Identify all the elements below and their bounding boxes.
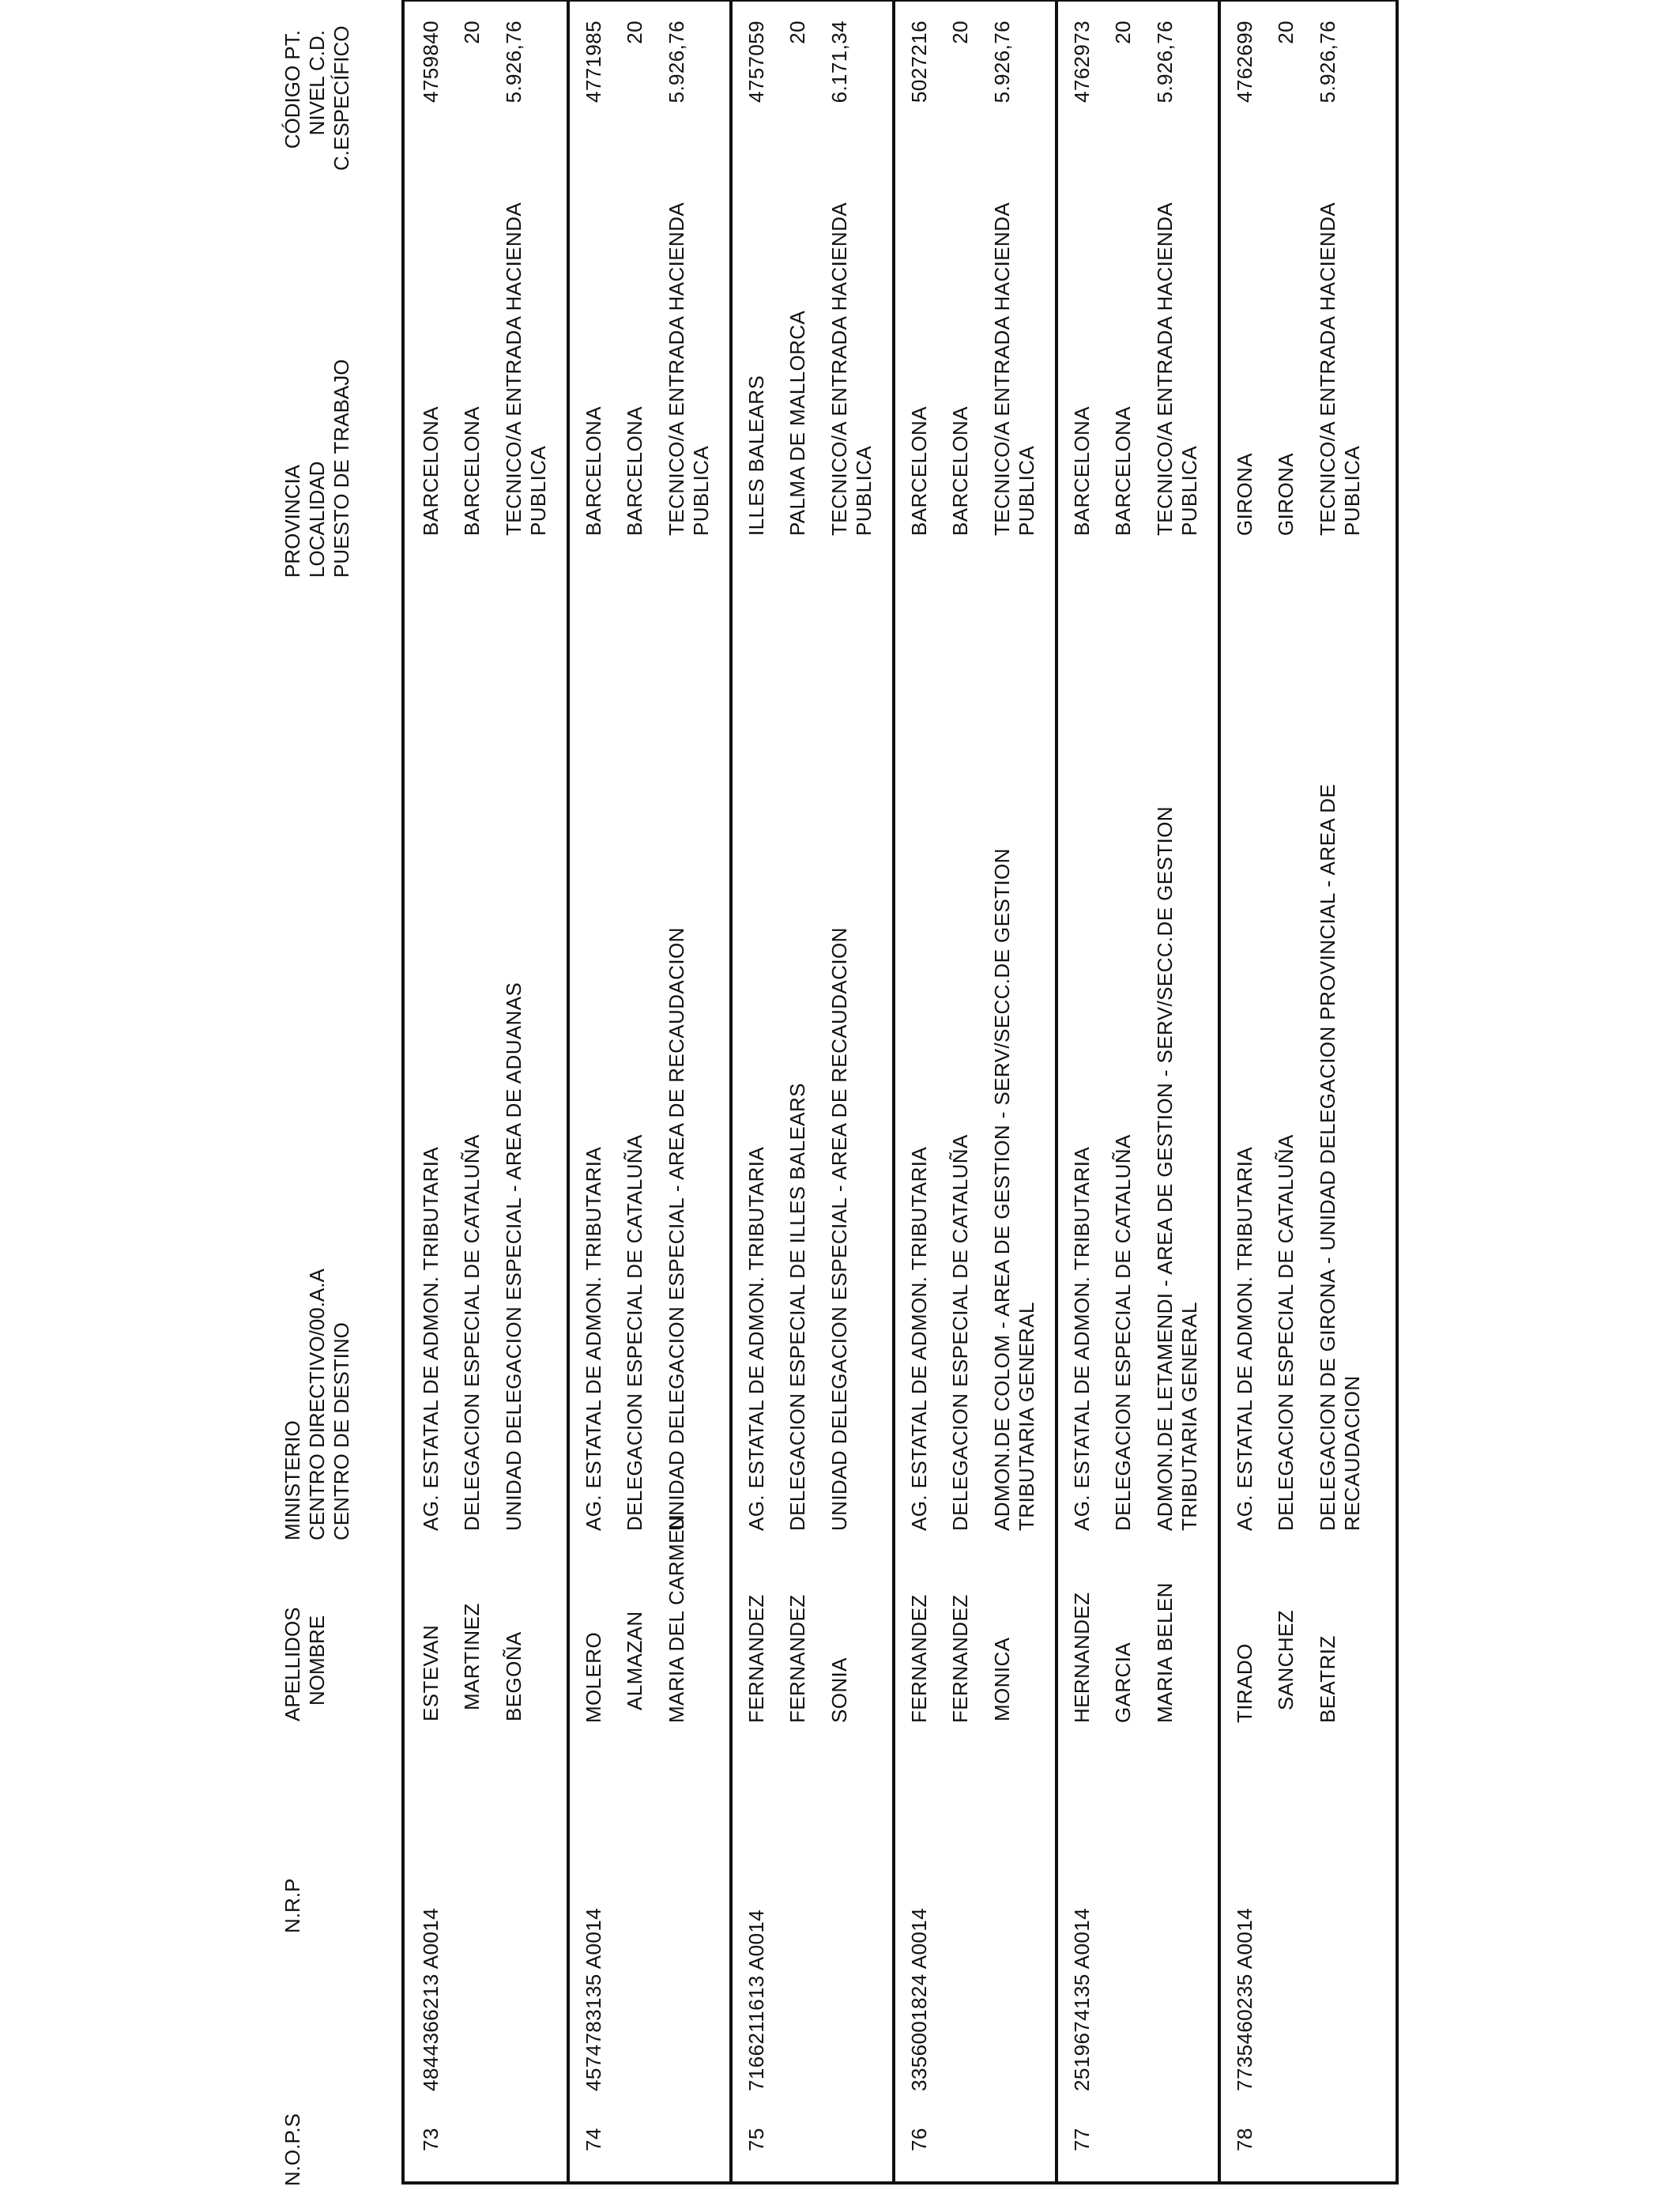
header-especifico-label: C.ESPECÍFICO (330, 25, 353, 171)
record-puesto-cont: PUBLICA (852, 445, 876, 536)
record-apellido1: MOLERO (582, 1631, 605, 1723)
record-nivel: 20 (1274, 21, 1298, 44)
record-nops: 78 (1233, 2128, 1256, 2151)
header-ministerio-label: MINISTERIO (281, 1420, 304, 1540)
record-puesto: TECNICO/A ENTRADA HACIENDA (1316, 202, 1339, 536)
record-nivel: 20 (623, 21, 646, 44)
record-puesto-cont: PUBLICA (1177, 445, 1201, 536)
record-puesto-cont: PUBLICA (1340, 445, 1364, 536)
header-codigo-label: CÓDIGO PT. (281, 30, 304, 149)
record-localidad: PALMA DE MALLORCA (785, 310, 809, 536)
header-puesto-label: PUESTO DE TRABAJO (330, 359, 353, 578)
record-especifico: 5.926,76 (990, 21, 1014, 104)
record-centro-directivo: DELEGACION ESPECIAL DE ILLES BALEARS (785, 1083, 809, 1531)
record-nrp: 4844366213 A0014 (419, 1908, 443, 2091)
header-apellidos-label: APELLIDOS (281, 1607, 304, 1721)
record-apellido2: GARCIA (1111, 1642, 1135, 1723)
record-puesto: TECNICO/A ENTRADA HACIENDA (827, 202, 851, 536)
header-nivel-label: NIVEL C.D. (305, 30, 329, 136)
header-centro-destino-label: CENTRO DE DESTINO (330, 1322, 353, 1540)
record-centro-destino: ADMON.DE LETAMENDI - AREA DE GESTION - SERV/SECC.DE GESTION (1153, 806, 1177, 1531)
record-provincia: ILLES BALEARS (744, 375, 768, 536)
record-ministerio: AG. ESTATAL DE ADMON. TRIBUTARIA (419, 1146, 443, 1531)
record-especifico: 5.926,76 (665, 21, 688, 104)
record-localidad: BARCELONA (460, 406, 484, 536)
header-nops (281, 2113, 305, 2186)
header-nrp-label: N.R.P (281, 1878, 304, 1933)
record-nombre: MARIA BELEN (1153, 1582, 1177, 1723)
header-centro-directivo-label: CENTRO DIRECTIVO/00.A.A (305, 1269, 329, 1540)
record-centro-destino: UNIDAD DELEGACION ESPECIAL - AREA DE RECAUDACION (665, 927, 688, 1531)
record-puesto: TECNICO/A ENTRADA HACIENDA (502, 202, 525, 536)
record-nivel: 20 (460, 21, 484, 44)
record-puesto: TECNICO/A ENTRADA HACIENDA (665, 202, 688, 536)
header-apellidos-nombre (281, 1607, 330, 1721)
record-apellido1: FERNANDEZ (907, 1594, 931, 1723)
record-apellido1: HERNANDEZ (1070, 1592, 1094, 1723)
record-nrp: 7166211613 A0014 (744, 1909, 768, 2091)
record-nivel: 20 (785, 21, 809, 44)
header-ministerio (281, 1269, 354, 1540)
record-nivel: 20 (1111, 21, 1135, 44)
record-ministerio: AG. ESTATAL DE ADMON. TRIBUTARIA (1233, 1146, 1256, 1531)
record-ministerio: AG. ESTATAL DE ADMON. TRIBUTARIA (1070, 1146, 1094, 1531)
record-nombre: MONICA (990, 1637, 1014, 1721)
record-puesto: TECNICO/A ENTRADA HACIENDA (1153, 202, 1177, 536)
row-divider (567, 2, 570, 2181)
record-especifico: 6.171,34 (827, 21, 851, 104)
record-localidad: BARCELONA (623, 406, 646, 536)
record-especifico: 5.926,76 (502, 21, 525, 104)
record-centro-directivo: DELEGACION ESPECIAL DE CATALUÑA (1274, 1134, 1298, 1531)
record-puesto-cont: PUBLICA (1015, 445, 1038, 536)
record-provincia: BARCELONA (419, 406, 443, 536)
record-nombre: BEATRIZ (1316, 1635, 1339, 1723)
record-localidad: BARCELONA (948, 406, 972, 536)
record-codigo: 5027216 (907, 21, 931, 104)
record-especifico: 5.926,76 (1153, 21, 1177, 104)
record-ministerio: AG. ESTATAL DE ADMON. TRIBUTARIA (582, 1146, 605, 1531)
row-divider (1218, 2, 1221, 2181)
header-provincia-label: PROVINCIA (281, 464, 304, 578)
record-apellido2: FERNANDEZ (785, 1594, 809, 1723)
record-centro-destino: ADMON.DE COLOM - AREA DE GESTION - SERV/SECC.DE GESTION (990, 848, 1014, 1531)
record-nops: 77 (1070, 2128, 1094, 2151)
header-nrp (281, 1879, 305, 1933)
record-puesto: TECNICO/A ENTRADA HACIENDA (990, 202, 1014, 536)
record-nombre: BEGOÑA (502, 1631, 525, 1721)
record-nivel: 20 (948, 21, 972, 44)
record-nops: 76 (907, 2128, 931, 2151)
record-codigo: 4762699 (1233, 21, 1256, 104)
record-nombre: MARIA DEL CARMEN (665, 1514, 688, 1723)
record-nrp: 4574783135 A0014 (582, 1908, 605, 2091)
record-apellido2: ALMAZAN (623, 1611, 646, 1710)
record-nops: 74 (582, 2128, 605, 2151)
record-nops: 75 (744, 2128, 768, 2151)
record-centro-directivo: DELEGACION ESPECIAL DE CATALUÑA (948, 1134, 972, 1531)
row-divider (729, 2, 733, 2181)
record-puesto-cont: PUBLICA (526, 445, 550, 536)
record-nrp: 7735460235 A0014 (1233, 1908, 1256, 2091)
record-provincia: GIRONA (1233, 453, 1256, 536)
record-centro-destino: UNIDAD DELEGACION ESPECIAL - AREA DE ADUANAS (502, 982, 525, 1531)
record-centro-destino-cont: TRIBUTARIA GENERAL (1177, 1302, 1201, 1531)
record-localidad: GIRONA (1274, 453, 1298, 536)
record-puesto-cont: PUBLICA (689, 445, 713, 536)
record-nrp: 3356001824 A0014 (907, 1908, 931, 2091)
record-localidad: BARCELONA (1111, 406, 1135, 536)
record-centro-destino: UNIDAD DELEGACION ESPECIAL - AREA DE RECAUDACION (827, 927, 851, 1531)
record-centro-directivo: DELEGACION ESPECIAL DE CATALUÑA (460, 1134, 484, 1531)
header-provincia (281, 360, 354, 578)
record-apellido2: SANCHEZ (1274, 1609, 1298, 1710)
record-apellido1: FERNANDEZ (744, 1594, 768, 1723)
record-centro-destino-cont: RECAUDACION (1340, 1375, 1364, 1531)
record-codigo: 4771985 (582, 21, 605, 104)
record-apellido1: TIRADO (1233, 1643, 1256, 1723)
record-nops: 73 (419, 2128, 443, 2151)
record-centro-destino-cont: TRIBUTARIA GENERAL (1015, 1302, 1038, 1531)
record-codigo: 4759840 (419, 21, 443, 104)
record-nrp: 2519674135 A0014 (1070, 1908, 1094, 2091)
header-codigo (281, 25, 354, 171)
record-ministerio: AG. ESTATAL DE ADMON. TRIBUTARIA (907, 1146, 931, 1531)
record-centro-directivo: DELEGACION ESPECIAL DE CATALUÑA (1111, 1134, 1135, 1531)
record-codigo: 4757059 (744, 21, 768, 104)
record-provincia: BARCELONA (582, 406, 605, 536)
record-provincia: BARCELONA (1070, 406, 1094, 536)
record-codigo: 4762973 (1070, 21, 1094, 104)
header-localidad-label: LOCALIDAD (305, 461, 329, 578)
record-nombre: SONIA (827, 1657, 851, 1723)
record-apellido2: FERNANDEZ (948, 1594, 972, 1723)
row-divider (1055, 2, 1058, 2181)
record-centro-directivo: DELEGACION ESPECIAL DE CATALUÑA (623, 1134, 646, 1531)
record-centro-destino: DELEGACION DE GIRONA - UNIDAD DELEGACION PROVINCIAL - AREA DE (1316, 783, 1339, 1531)
record-especifico: 5.926,76 (1316, 21, 1339, 104)
records-table (401, 0, 1399, 2185)
record-apellido1: ESTEVAN (419, 1624, 443, 1721)
record-provincia: BARCELONA (907, 406, 931, 536)
row-divider (892, 2, 895, 2181)
header-nops-label: N.O.P.S (281, 2113, 304, 2186)
record-apellido2: MARTINEZ (460, 1603, 484, 1710)
record-ministerio: AG. ESTATAL DE ADMON. TRIBUTARIA (744, 1146, 768, 1531)
header-nombre-label: NOMBRE (305, 1615, 329, 1706)
